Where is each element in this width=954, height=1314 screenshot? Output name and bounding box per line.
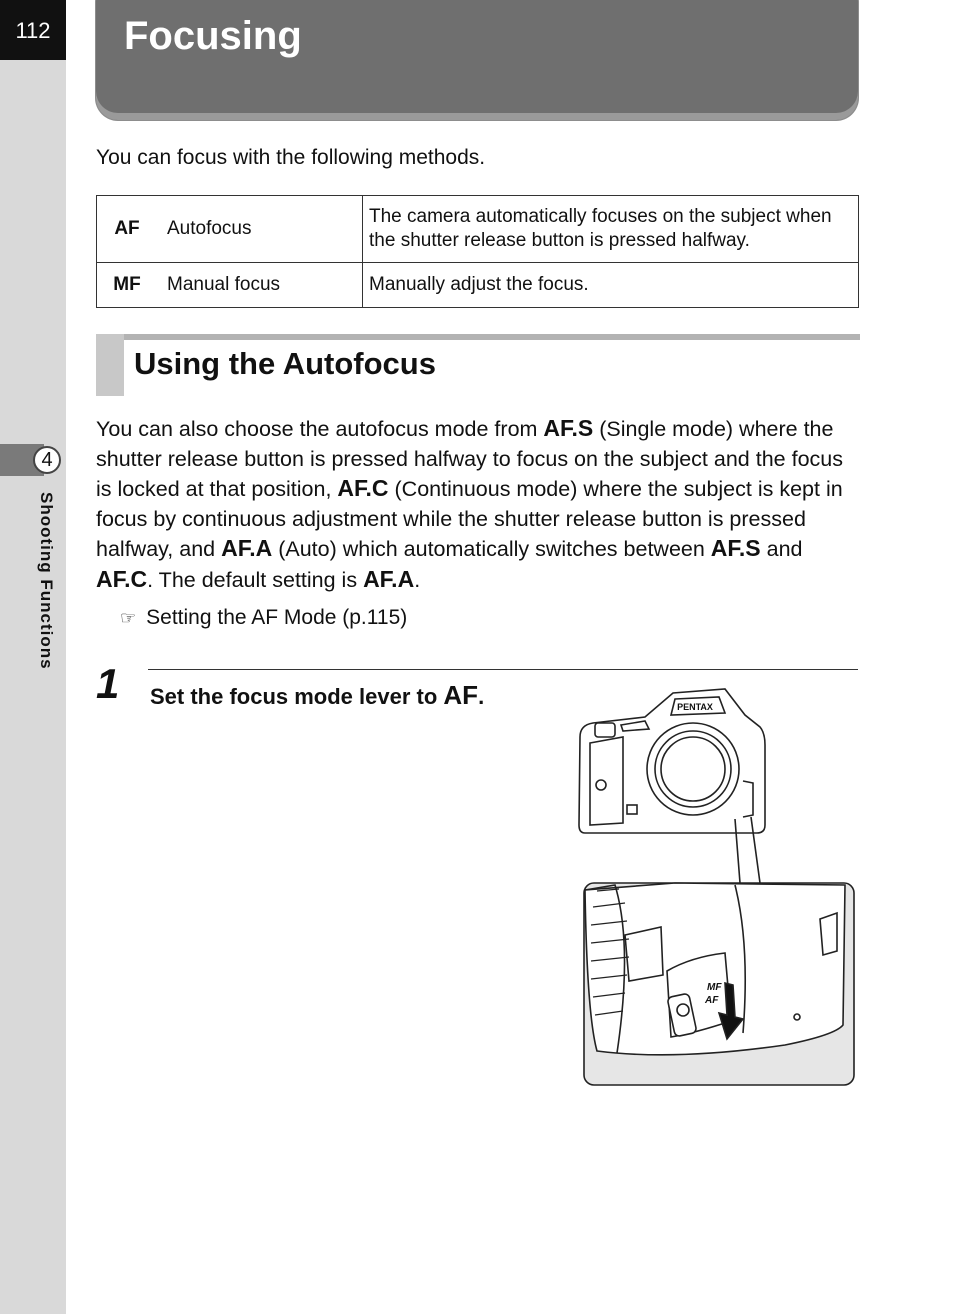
method-code: AF bbox=[97, 196, 158, 263]
page-reference bbox=[120, 606, 407, 630]
reference-text: Setting the AF Mode (p.115) bbox=[146, 606, 408, 629]
step-instruction bbox=[150, 680, 484, 711]
paragraph-text: You can also choose the autofocus mode from bbox=[96, 417, 544, 441]
af-mode-label: AF bbox=[443, 680, 479, 710]
autofocus-paragraph bbox=[96, 414, 860, 596]
af-s-mode-label: AF.S bbox=[710, 535, 761, 562]
chapter-label: Shooting Functions bbox=[37, 492, 56, 670]
chapter-tab bbox=[0, 444, 66, 476]
method-name: Manual focus bbox=[157, 263, 363, 308]
camera-illustration bbox=[575, 685, 860, 1090]
af-c-mode-label: AF.C bbox=[337, 475, 389, 502]
section-marker bbox=[96, 334, 124, 396]
step-number: 1 bbox=[96, 660, 120, 707]
method-code: MF bbox=[97, 263, 158, 308]
intro-text: You can focus with the following methods. bbox=[96, 146, 486, 169]
switch-mf-label: MF bbox=[707, 982, 722, 993]
step-text: Set the focus mode lever to bbox=[150, 684, 444, 709]
step-rule bbox=[148, 669, 858, 670]
table-row bbox=[97, 196, 859, 263]
page-title: Focusing bbox=[124, 14, 302, 58]
paragraph-text: . The default setting is bbox=[147, 567, 364, 592]
paragraph-text: and bbox=[760, 537, 803, 562]
section-rule bbox=[96, 334, 860, 340]
switch-af-label: AF bbox=[705, 995, 719, 1006]
focus-mode-lever-closeup bbox=[584, 883, 854, 1085]
paragraph-text: (Single mode) where the shutter release button is pressed halfway to focus on the subject and the focus is locked at that position, bbox=[96, 417, 843, 502]
paragraph-text: . bbox=[414, 567, 421, 592]
method-description: Manually adjust the focus. bbox=[363, 263, 859, 308]
paragraph-text: (Continuous mode) where the subject is kept in focus by continuous adjustment while the shutter release button is pressed halfway, and bbox=[96, 477, 843, 562]
chapter-number: 4 bbox=[33, 446, 61, 474]
section-title: Using the Autofocus bbox=[134, 346, 436, 381]
brand-label: PENTAX bbox=[677, 702, 713, 712]
focus-methods-table bbox=[96, 195, 859, 308]
method-name: Autofocus bbox=[157, 196, 363, 263]
af-a-mode-label: AF.A bbox=[221, 535, 273, 562]
paragraph-text: (Auto) which automatically switches between bbox=[272, 537, 711, 562]
method-description: The camera automatically focuses on the subject when the shutter release button is pressed halfway. bbox=[363, 196, 859, 263]
step-end: . bbox=[478, 684, 485, 709]
af-s-mode-label: AF.S bbox=[543, 415, 594, 441]
hand-pointer-icon: ☞ bbox=[120, 608, 137, 628]
camera-front-icon bbox=[579, 689, 765, 833]
page-number: 112 bbox=[0, 0, 66, 60]
af-c-mode-label: AF.C bbox=[96, 565, 148, 592]
table-row bbox=[97, 263, 859, 308]
af-a-mode-label: AF.A bbox=[363, 565, 415, 592]
chapter-sidebar bbox=[0, 0, 66, 1314]
